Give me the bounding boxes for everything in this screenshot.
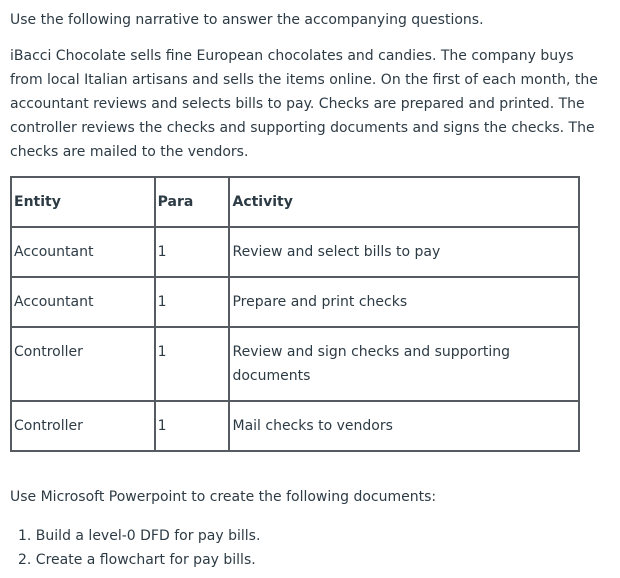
cell-entity: Accountant: [11, 227, 155, 277]
table-row: [11, 327, 579, 401]
table-header-row: [11, 177, 579, 227]
cell-entity: Accountant: [11, 277, 155, 327]
cell-activity: Review and select bills to pay: [229, 227, 579, 277]
activity-table: [10, 176, 580, 452]
task-list: [18, 524, 260, 572]
table-row: [11, 277, 579, 327]
cell-activity: Mail checks to vendors: [229, 401, 579, 451]
narrative-paragraph: iBacci Chocolate sells fine European chocolates and candies. The company buys from local Italian artisans and sells the items online. On the first of each month, the accountant reviews and selects bills to pay. Checks are prepared and printed. The controller reviews the checks and supporting documents and signs the checks. The checks are mailed to the vendors.: [10, 48, 598, 160]
instructions-text: Use Microsoft Powerpoint to create the following documents:: [10, 489, 437, 505]
cell-para: 1: [155, 227, 230, 277]
table-row: [11, 227, 579, 277]
cell-entity: Controller: [11, 327, 155, 401]
cell-entity: Controller: [11, 401, 155, 451]
cell-activity: Review and sign checks and supporting documents: [229, 327, 579, 401]
header-activity: Activity: [229, 177, 579, 227]
table-row: [11, 401, 579, 451]
list-item: 1. Build a level-0 DFD for pay bills.: [18, 528, 261, 544]
header-entity: Entity: [11, 177, 155, 227]
intro-text: Use the following narrative to answer the accompanying questions.: [10, 12, 484, 28]
list-item: 2. Create a flowchart for pay bills.: [18, 552, 256, 568]
cell-para: 1: [155, 401, 230, 451]
cell-para: 1: [155, 327, 230, 401]
cell-activity: Prepare and print checks: [229, 277, 579, 327]
cell-para: 1: [155, 277, 230, 327]
header-para: Para: [155, 177, 230, 227]
